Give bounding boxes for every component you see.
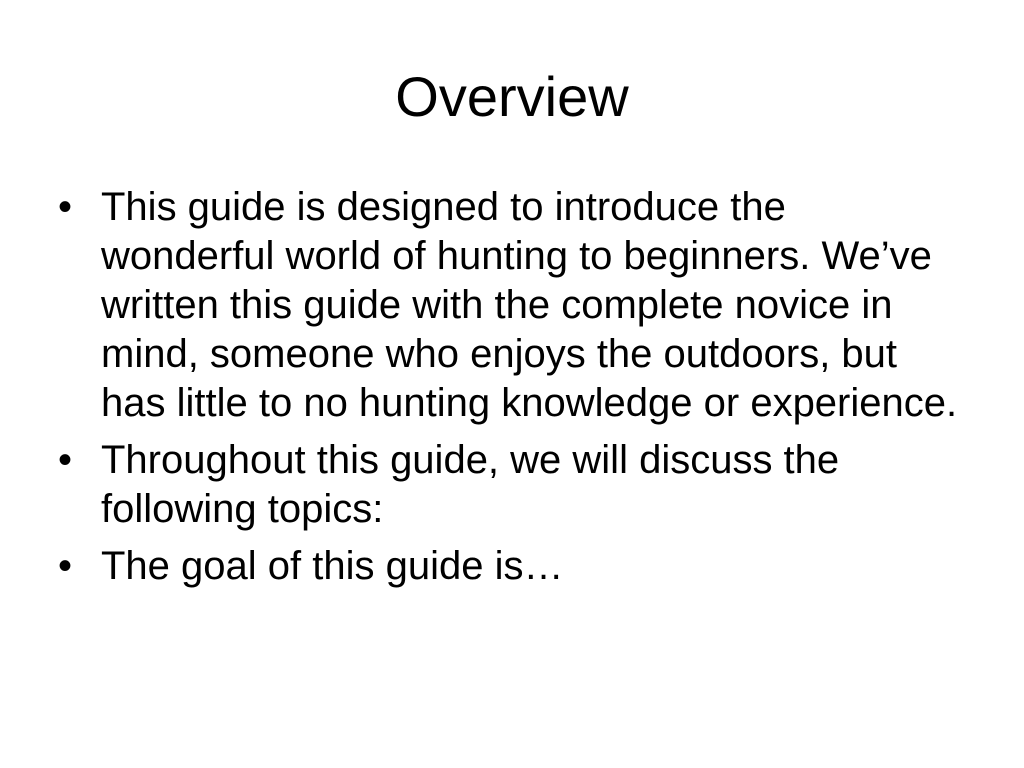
bullet-list bbox=[58, 183, 958, 599]
bullet-marker: • bbox=[58, 544, 73, 588]
bullet-text: This guide is designed to introduce the wonderful world of hunting to beginners. We’ve written this guide with the complete novice in mind, someone who enjoys the outdoors, but has little to no hunting knowledge or experience. bbox=[101, 185, 958, 425]
bullet-text: Throughout this guide, we will discuss the following topics: bbox=[101, 438, 840, 531]
bullet-item bbox=[58, 183, 958, 428]
slide-title: Overview bbox=[395, 65, 629, 128]
bullet-marker: • bbox=[58, 185, 73, 229]
bullet-marker: • bbox=[58, 438, 73, 482]
bullet-text: The goal of this guide is… bbox=[101, 544, 564, 588]
bullet-item bbox=[58, 436, 958, 534]
bullet-item bbox=[58, 542, 958, 591]
